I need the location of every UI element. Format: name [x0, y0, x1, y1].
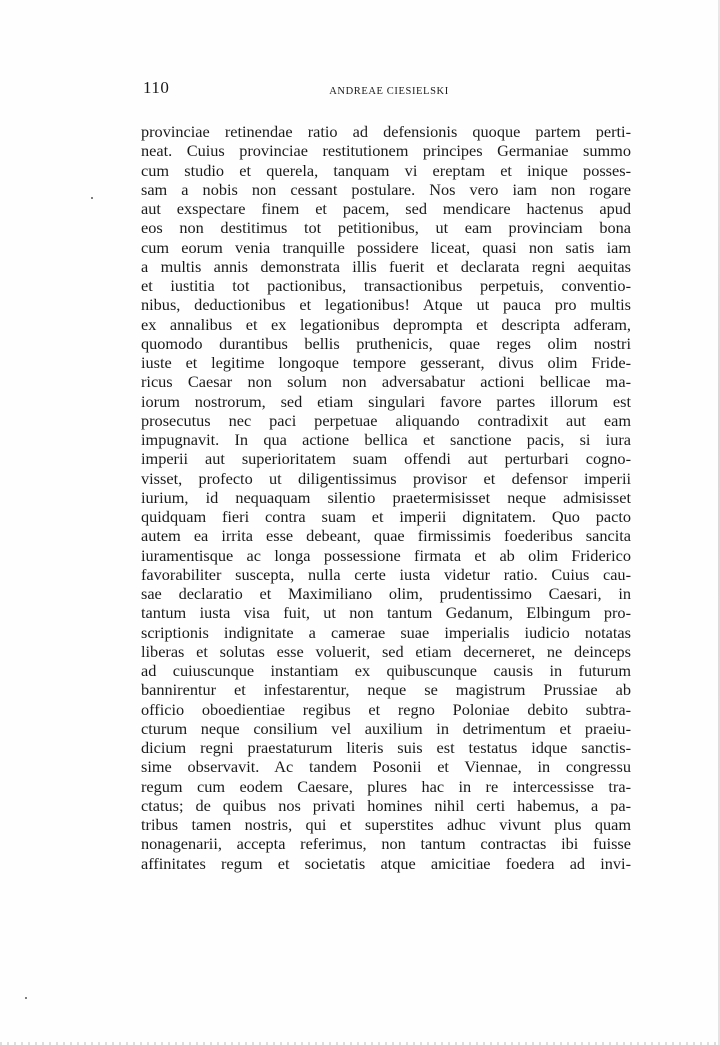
text-line: regum cum eodem Caesare, plures hac in re intercessisse tra-	[141, 776, 631, 796]
text-line: neat. Cuius provinciae restitutionem principes Germaniae summo	[141, 141, 631, 161]
text-line: dicium regni praestaturum literis suis est testatus idque sanctis-	[141, 738, 631, 757]
text-line: impugnavit. In qua actione bellica et sanctione pacis, si iura	[141, 430, 631, 449]
text-line: officio oboedientiae regibus et regno Poloniae debito subtra-	[141, 699, 631, 719]
scan-speck	[91, 197, 93, 199]
text-line: bannirentur et infestarentur, neque se magistrum Prussiae ab	[141, 680, 631, 700]
text-line: ad cuiuscunque instantiam ex quibuscunque causis in futurum	[141, 661, 631, 680]
text-line: prosecutus nec paci perpetuae aliquando contradixit aut eam	[141, 410, 631, 430]
text-line: sime observavit. Ac tandem Posonii et Viennae, in congressu	[141, 757, 631, 777]
text-line: cum studio et querela, tanquam vi ereptam et inique posses-	[141, 160, 631, 180]
text-line: tantum iusta visa fuit, ut non tantum Gedanum, Elbingum pro-	[141, 603, 631, 623]
text-line: imperii aut superioritatem suam offendi aut perturbari cogno-	[141, 449, 631, 469]
text-line: autem ea irrita esse debeant, quae firmissimis foederibus sancita	[141, 526, 631, 546]
text-line: visset, profecto ut diligentissimus provisor et defensor imperii	[141, 468, 631, 488]
text-line: ricus Caesar non solum non adversabatur actioni bellicae ma-	[141, 372, 631, 392]
text-line: tribus tamen nostris, qui et superstites adhuc vivunt plus quam	[141, 815, 631, 834]
text-line: ex annalibus et ex legationibus deprompta et descripta adferam,	[141, 314, 631, 334]
text-line: a multis annis demonstrata illis fuerit et declarata regni aequitas	[141, 256, 631, 276]
text-line: eos non destitimus tot petitionibus, ut eam provinciam bona	[141, 218, 631, 238]
text-line: nonagenarii, accepta referimus, non tantum contractas ibi fuisse	[141, 834, 631, 854]
text-line: favorabiliter suscepta, nulla certe iusta videtur ratio. Cuius cau-	[141, 564, 631, 584]
text-line: provinciae retinendae ratio ad defensionis quoque partem perti-	[141, 122, 631, 141]
text-line: quomodo durantibus bellis pruthenicis, quae reges olim nostri	[141, 333, 631, 353]
text-line: aut exspectare finem et pacem, sed mendicare hactenus apud	[141, 199, 631, 218]
text-line: iurium, id nequaquam silentio praetermisisset neque admisisset	[141, 487, 631, 507]
body-text	[141, 122, 631, 873]
text-line: scriptionis indignitate a camerae suae imperialis iudicio notatas	[141, 622, 631, 642]
text-line: et iustitia tot pactionibus, transactionibus perpetuis, conventio-	[141, 276, 631, 295]
page-number: 110	[143, 78, 170, 97]
text-line: cum eorum venia tranquille possidere liceat, quasi non satis iam	[141, 237, 631, 257]
text-line: liberas et solutas esse voluerit, sed etiam decerneret, ne deinceps	[141, 641, 631, 661]
text-line: ctatus; de quibus nos privati homines nihil certi habemus, a pa-	[141, 795, 631, 815]
text-line: affinitates regum et societatis atque amicitiae foedera ad invi-	[141, 853, 631, 873]
text-line: nibus, deductionibus et legationibus! Atque ut pauca pro multis	[141, 295, 631, 315]
text-line: cturum neque consilium vel auxilium in detrimentum et praeiu-	[141, 718, 631, 738]
running-head: ANDREAE CIESIELSKI	[329, 86, 449, 97]
text-line: quidquam fieri contra suam et imperii dignitatem. Quo pacto	[141, 507, 631, 526]
text-line: sam a nobis non cessant postulare. Nos vero iam non rogare	[141, 179, 631, 199]
text-line: sae declaratio et Maximiliano olim, prudentissimo Caesari, in	[141, 584, 631, 603]
text-line: iuramentisque ac longa possessione firmata et ab olim Friderico	[141, 545, 631, 565]
scan-speck	[25, 997, 27, 999]
text-line: iorum nostrorum, sed etiam singulari favore partes illorum est	[141, 391, 631, 411]
text-line: iuste et legitime longoque tempore gesserant, divus olim Fride-	[141, 353, 631, 372]
